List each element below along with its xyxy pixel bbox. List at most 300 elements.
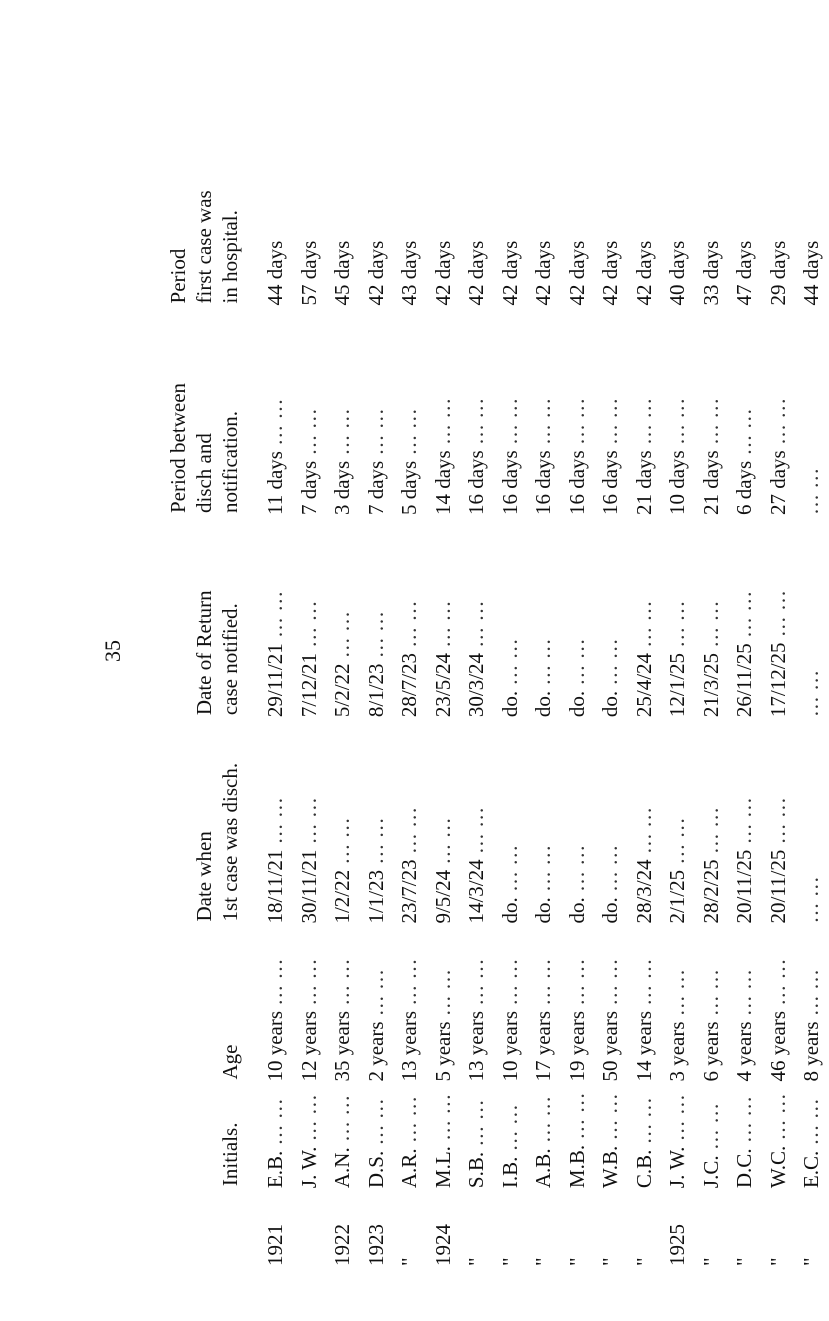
- cell-disch-date: [762, 721, 796, 927]
- cell-age-text: 19 years: [564, 1010, 589, 1082]
- leader-dots: … …: [698, 806, 723, 860]
- cell-return-date-text: 25/4/24: [631, 652, 656, 718]
- cell-disch-date: [293, 721, 327, 927]
- leader-dots: … …: [564, 958, 589, 1011]
- cell-notification-period-text: 16 days: [497, 450, 522, 516]
- leader-dots: … …: [564, 638, 589, 691]
- leader-dots: … …: [631, 397, 656, 451]
- cell-year-text: ": [531, 1257, 555, 1266]
- cell-return-date-text: 29/11/21: [263, 643, 287, 718]
- cell-year: [762, 1192, 796, 1270]
- cell-disch-date: [326, 721, 360, 927]
- cell-disch-date: [360, 721, 394, 927]
- cell-year: [594, 1192, 628, 1270]
- leader-dots: … …: [799, 876, 823, 924]
- cell-disch-date: [594, 721, 628, 927]
- cell-hospital-period: [259, 140, 293, 309]
- header-disch-date: Date when 1st case was disch.: [192, 762, 242, 922]
- cell-age: [494, 928, 528, 1086]
- cell-age-text: 35 years: [330, 1010, 354, 1082]
- cell-disch-date-text: do.: [497, 897, 522, 924]
- cell-disch-date-text: 20/11/25: [732, 849, 756, 924]
- cell-disch-date-text: 18/11/21: [263, 849, 287, 924]
- cell-initials-text: S.B.: [464, 1151, 488, 1189]
- cell-initials-text: M.B.: [564, 1144, 589, 1189]
- cell-hospital-period: [427, 140, 461, 309]
- cell-return-date: [527, 519, 561, 721]
- cell-year: [661, 1192, 695, 1270]
- table-row: [460, 140, 494, 1270]
- cell-notification-period: [393, 309, 427, 519]
- cell-hospital-period-text: 42 days: [631, 240, 656, 306]
- cell-return-date-text: do.: [598, 690, 622, 718]
- cell-initials-text: A.N.: [330, 1147, 354, 1189]
- leader-dots: … …: [698, 1102, 723, 1156]
- cell-age-text: 14 years: [631, 1010, 656, 1082]
- cell-initials-text: E.C.: [799, 1150, 823, 1189]
- cell-initials: [427, 1086, 461, 1193]
- table-row: [594, 140, 628, 1270]
- cell-year-text: ": [732, 1257, 756, 1266]
- cell-hospital-period-text: 42 days: [598, 240, 622, 306]
- cell-disch-date-text: 28/2/25: [698, 859, 723, 924]
- cell-notification-period: [460, 309, 494, 519]
- cell-age: [762, 928, 796, 1086]
- leader-dots: … …: [765, 397, 790, 451]
- leader-dots: … …: [430, 968, 455, 1022]
- cell-return-date: [460, 519, 494, 721]
- cell-notification-period: [762, 309, 796, 519]
- cell-year: [695, 1192, 729, 1270]
- cell-hospital-period: [460, 140, 494, 309]
- cell-age: [661, 928, 695, 1086]
- cell-notification-period-text: 7 days: [363, 460, 388, 516]
- leader-dots: … …: [296, 600, 321, 653]
- leader-dots: … …: [665, 600, 689, 653]
- cell-hospital-period: [561, 140, 595, 309]
- cell-initials-text: A.B.: [531, 1148, 555, 1189]
- leader-dots: … …: [464, 958, 488, 1011]
- cell-disch-date: [661, 721, 695, 927]
- cell-initials: [695, 1086, 729, 1193]
- cell-notification-period: [259, 309, 293, 519]
- cell-return-date: [762, 519, 796, 721]
- cell-notification-period-text: 10 days: [665, 450, 689, 516]
- leader-dots: … …: [263, 590, 287, 644]
- cell-return-date: [427, 519, 461, 721]
- cell-age-text: 10 years: [263, 1010, 287, 1082]
- cell-disch-date: [527, 721, 561, 927]
- cell-disch-date: [427, 721, 461, 927]
- cell-initials-text: E.B.: [263, 1150, 287, 1189]
- leader-dots: … …: [665, 397, 689, 451]
- cell-notification-period-text: 16 days: [564, 450, 589, 516]
- cell-year: [628, 1192, 662, 1270]
- cell-disch-date-text: 2/1/25: [665, 869, 689, 924]
- cell-disch-date: [259, 721, 293, 927]
- cell-year: [293, 1192, 327, 1270]
- cell-age-text: 2 years: [363, 1021, 388, 1082]
- leader-dots: … …: [564, 397, 589, 451]
- cell-hospital-period: [594, 140, 628, 309]
- cell-notification-period-text: 27 days: [765, 450, 790, 516]
- cell-return-date: [326, 519, 360, 721]
- leader-dots: … …: [296, 797, 321, 850]
- cell-disch-date-text: 20/11/25: [765, 849, 790, 924]
- cell-notification-period: [628, 309, 662, 519]
- cell-return-date: [661, 519, 695, 721]
- cell-age-text: 3 years: [665, 1021, 689, 1082]
- header-hospital: Period first case was in hospital.: [166, 190, 242, 304]
- cell-initials-text: W.B.: [598, 1145, 622, 1189]
- leader-dots: … …: [397, 408, 421, 461]
- leader-dots: … …: [732, 408, 756, 461]
- cell-age: [561, 928, 595, 1086]
- cell-year: [393, 1192, 427, 1270]
- leader-dots: … …: [263, 1098, 287, 1151]
- cell-year: [728, 1192, 762, 1270]
- cell-age: [393, 928, 427, 1086]
- cell-notification-period: [594, 309, 628, 519]
- cell-age: [259, 928, 293, 1086]
- cell-notification-period: [695, 309, 729, 519]
- table-row: [695, 140, 729, 1270]
- cell-notification-period: [494, 309, 528, 519]
- table-row: [326, 140, 360, 1270]
- leader-dots: … …: [765, 589, 790, 643]
- cell-notification-period-text: 14 days: [430, 450, 455, 516]
- leader-dots: … …: [464, 1099, 488, 1152]
- leader-dots: … …: [497, 958, 522, 1011]
- leader-dots: … …: [464, 600, 488, 653]
- cell-year: [326, 1192, 360, 1270]
- cell-age-text: 10 years: [497, 1010, 522, 1082]
- leader-dots: … …: [430, 397, 455, 451]
- leader-dots: … …: [296, 408, 321, 461]
- cell-initials-text: D.C.: [732, 1148, 756, 1189]
- cell-return-date-text: 23/5/24: [430, 652, 455, 718]
- leader-dots: … …: [497, 844, 522, 898]
- cell-notification-period-text: 16 days: [598, 450, 622, 516]
- return-cases-table: [165, 140, 829, 1270]
- leader-dots: … …: [765, 797, 790, 850]
- cell-hospital-period: [293, 140, 327, 309]
- cell-disch-date-text: 9/5/24: [430, 869, 455, 924]
- cell-age: [527, 928, 561, 1086]
- header-return-date: Date of Return case notified.: [192, 590, 242, 716]
- cell-initials-text: W.C.: [765, 1145, 790, 1189]
- cell-hospital-period-text: 42 days: [564, 240, 589, 306]
- cell-hospital-period: [494, 140, 528, 309]
- cell-age: [628, 928, 662, 1086]
- cell-hospital-period-text: 42 days: [497, 240, 522, 306]
- leader-dots: … …: [430, 600, 455, 653]
- leader-dots: … …: [397, 600, 421, 653]
- leader-dots: … …: [698, 600, 723, 653]
- cell-return-date: [293, 519, 327, 721]
- leader-dots: … …: [430, 1093, 455, 1147]
- leader-dots: … …: [397, 1095, 421, 1149]
- cell-return-date-text: 21/3/25: [698, 652, 723, 718]
- leader-dots: … …: [765, 958, 790, 1011]
- cell-year-text: ": [799, 1257, 823, 1266]
- return-cases-table-wrapper: [165, 140, 823, 1270]
- cell-notification-period: [360, 309, 394, 519]
- cell-initials-text: J.C.: [698, 1155, 723, 1189]
- cell-return-date-text: 7/12/21: [296, 652, 321, 718]
- cell-notification-period-text: 16 days: [531, 450, 555, 516]
- leader-dots: … …: [598, 638, 622, 691]
- cell-notification-period-text: 21 days: [631, 450, 656, 516]
- leader-dots: … …: [698, 397, 723, 451]
- cell-initials: [360, 1086, 394, 1193]
- leader-dots: … …: [497, 1104, 522, 1157]
- cell-hospital-period-text: 42 days: [363, 240, 388, 306]
- cell-year-text: ": [564, 1257, 589, 1266]
- table-row: [494, 140, 528, 1270]
- leader-dots: … …: [598, 958, 622, 1011]
- cell-hospital-period: [326, 140, 360, 309]
- table-row: [393, 140, 427, 1270]
- cell-notification-period: [326, 309, 360, 519]
- cell-initials: [561, 1086, 595, 1193]
- cell-return-date-text: do.: [564, 690, 589, 718]
- cell-disch-date: [393, 721, 427, 927]
- cell-notification-period-text: 3 days: [330, 460, 354, 516]
- table-row: [561, 140, 595, 1270]
- cell-initials: [594, 1086, 628, 1193]
- table-row: [628, 140, 662, 1270]
- cell-age-text: 6 years: [698, 1021, 723, 1082]
- leader-dots: … …: [363, 408, 388, 461]
- cell-age: [795, 928, 829, 1086]
- cell-return-date: [494, 519, 528, 721]
- cell-year-text: ": [497, 1257, 522, 1266]
- cell-hospital-period: [695, 140, 729, 309]
- cell-disch-date-text: 23/7/23: [397, 859, 421, 924]
- leader-dots: … …: [765, 1093, 790, 1146]
- cell-year-text: ": [397, 1257, 421, 1266]
- leader-dots: … …: [464, 806, 488, 860]
- cell-initials: [762, 1086, 796, 1193]
- cell-age: [728, 928, 762, 1086]
- cell-hospital-period-text: 45 days: [330, 240, 354, 306]
- leader-dots: … …: [263, 958, 287, 1011]
- cell-hospital-period-text: 43 days: [397, 240, 421, 306]
- leader-dots: … …: [363, 610, 388, 664]
- leader-dots: … …: [631, 958, 656, 1011]
- cell-age-text: 17 years: [531, 1010, 555, 1082]
- leader-dots: … …: [732, 590, 756, 644]
- cell-notification-period-text: 16 days: [464, 450, 488, 516]
- cell-notification-period-text: 11 days: [263, 451, 287, 516]
- cell-year-text: 1925: [665, 1224, 689, 1266]
- leader-dots: … …: [497, 638, 522, 691]
- cell-initials-text: M.L.: [430, 1146, 455, 1189]
- header-year: [165, 1192, 259, 1270]
- cell-disch-date-text: 1/1/23: [363, 869, 388, 924]
- leader-dots: … …: [732, 968, 756, 1022]
- cell-hospital-period-text: 40 days: [665, 240, 689, 306]
- cell-age-text: 13 years: [397, 1010, 421, 1082]
- cell-age-text: 4 years: [732, 1021, 756, 1082]
- table-row: [293, 140, 327, 1270]
- leader-dots: … …: [330, 817, 354, 870]
- cell-notification-period-text: 5 days: [397, 460, 421, 516]
- cell-initials-text: J. W.: [296, 1146, 321, 1189]
- cell-age-text: 13 years: [464, 1010, 488, 1082]
- leader-dots: … …: [363, 817, 388, 870]
- cell-return-date: [259, 519, 293, 721]
- cell-disch-date-text: do.: [564, 897, 589, 924]
- cell-hospital-period-text: 42 days: [464, 240, 488, 306]
- cell-initials: [393, 1086, 427, 1193]
- cell-return-date: [728, 519, 762, 721]
- cell-initials-text: D.S.: [363, 1150, 388, 1189]
- cell-age: [360, 928, 394, 1086]
- cell-initials: [460, 1086, 494, 1193]
- cell-initials: [293, 1086, 327, 1193]
- cell-return-date-text: do.: [531, 690, 555, 718]
- cell-hospital-period-text: 44 days: [799, 240, 823, 306]
- leader-dots: … …: [330, 610, 354, 664]
- leader-dots: … …: [330, 408, 354, 461]
- cell-return-date: [393, 519, 427, 721]
- cell-disch-date-text: do.: [531, 897, 555, 924]
- cell-notification-period: [728, 309, 762, 519]
- cell-age-text: 8 years: [799, 1021, 823, 1082]
- cell-age: [427, 928, 461, 1086]
- cell-hospital-period: [728, 140, 762, 309]
- cell-notification-period: [795, 309, 829, 519]
- leader-dots: … …: [564, 844, 589, 898]
- cell-notification-period: [293, 309, 327, 519]
- cell-age: [695, 928, 729, 1086]
- cell-hospital-period: [795, 140, 829, 309]
- cell-year: [527, 1192, 561, 1270]
- header-row: [165, 140, 259, 1270]
- table-row: [427, 140, 461, 1270]
- table-row: [527, 140, 561, 1270]
- leader-dots: … …: [363, 968, 388, 1022]
- leader-dots: … …: [631, 600, 656, 653]
- leader-dots: … …: [263, 797, 287, 850]
- cell-hospital-period-text: 29 days: [765, 240, 790, 306]
- leader-dots: … …: [665, 1094, 689, 1147]
- table-row: [661, 140, 695, 1270]
- leader-dots: … …: [363, 1098, 388, 1151]
- leader-dots: … …: [698, 968, 723, 1022]
- cell-disch-date-text: 30/11/21: [296, 849, 321, 924]
- cell-notification-period: [561, 309, 595, 519]
- leader-dots: … …: [263, 398, 287, 452]
- cell-hospital-period-text: 42 days: [430, 240, 455, 306]
- cell-age: [594, 928, 628, 1086]
- leader-dots: … …: [430, 817, 455, 870]
- cell-age: [326, 928, 360, 1086]
- cell-return-date: [628, 519, 662, 721]
- leader-dots: … …: [464, 397, 488, 451]
- cell-hospital-period: [393, 140, 427, 309]
- cell-return-date-text: 12/1/25: [665, 652, 689, 718]
- cell-hospital-period: [360, 140, 394, 309]
- cell-year: [561, 1192, 595, 1270]
- cell-return-date-text: 17/12/25: [765, 642, 790, 718]
- cell-return-date: [795, 519, 829, 721]
- leader-dots: … …: [330, 1094, 354, 1148]
- leader-dots: … …: [665, 968, 689, 1022]
- cell-notification-period-text: 6 days: [732, 460, 756, 516]
- header-initials: Initials.: [218, 1122, 242, 1187]
- cell-initials: [795, 1086, 829, 1193]
- cell-initials-text: J. W.: [665, 1146, 689, 1189]
- cell-initials: [494, 1086, 528, 1193]
- cell-return-date-text: do.: [497, 690, 522, 718]
- cell-initials: [259, 1086, 293, 1193]
- cell-disch-date-text: 28/3/24: [631, 859, 656, 924]
- cell-disch-date-text: do.: [598, 897, 622, 924]
- cell-notification-period: [427, 309, 461, 519]
- cell-initials: [628, 1086, 662, 1193]
- cell-year: [460, 1192, 494, 1270]
- leader-dots: … …: [631, 1097, 656, 1150]
- table-row: [728, 140, 762, 1270]
- cell-return-date-text: 28/7/23: [397, 652, 421, 718]
- cell-age-text: 5 years: [430, 1021, 455, 1082]
- leader-dots: … …: [598, 397, 622, 451]
- leader-dots: … …: [799, 467, 823, 516]
- cell-notification-period: [527, 309, 561, 519]
- table-row: [762, 140, 796, 1270]
- header-notification: Period between disch and notification.: [166, 382, 242, 514]
- cell-year-text: 1924: [430, 1224, 455, 1266]
- cell-notification-period-text: 7 days: [296, 460, 321, 516]
- leader-dots: … …: [531, 1095, 555, 1149]
- cell-year: [427, 1192, 461, 1270]
- cell-year-text: 1921: [263, 1224, 287, 1266]
- cell-return-date: [561, 519, 595, 721]
- cell-year-text: ": [464, 1257, 488, 1266]
- cell-year-text: ": [631, 1257, 656, 1266]
- cell-hospital-period: [628, 140, 662, 309]
- cell-notification-period: [661, 309, 695, 519]
- cell-disch-date: [460, 721, 494, 927]
- leader-dots: … …: [799, 968, 823, 1022]
- cell-hospital-period-text: 47 days: [732, 240, 756, 306]
- header-age: Age: [218, 1044, 242, 1080]
- leader-dots: … …: [531, 397, 555, 451]
- cell-age: [460, 928, 494, 1086]
- table-row: [795, 140, 829, 1270]
- leader-dots: … …: [497, 397, 522, 451]
- cell-disch-date: [561, 721, 595, 927]
- cell-initials-text: C.B.: [631, 1149, 656, 1189]
- cell-notification-period-text: 21 days: [698, 450, 723, 516]
- cell-year: [360, 1192, 394, 1270]
- cell-year-text: ": [598, 1257, 622, 1266]
- leader-dots: … …: [631, 806, 656, 860]
- cell-return-date-text: 26/11/25: [732, 643, 756, 718]
- leader-dots: … …: [397, 806, 421, 860]
- cell-hospital-period: [527, 140, 561, 309]
- cell-hospital-period-text: 44 days: [263, 240, 287, 306]
- cell-age-text: 50 years: [598, 1010, 622, 1082]
- cell-disch-date: [695, 721, 729, 927]
- leader-dots: … …: [397, 958, 421, 1011]
- cell-disch-date: [628, 721, 662, 927]
- cell-hospital-period-text: 57 days: [296, 240, 321, 306]
- cell-year: [259, 1192, 293, 1270]
